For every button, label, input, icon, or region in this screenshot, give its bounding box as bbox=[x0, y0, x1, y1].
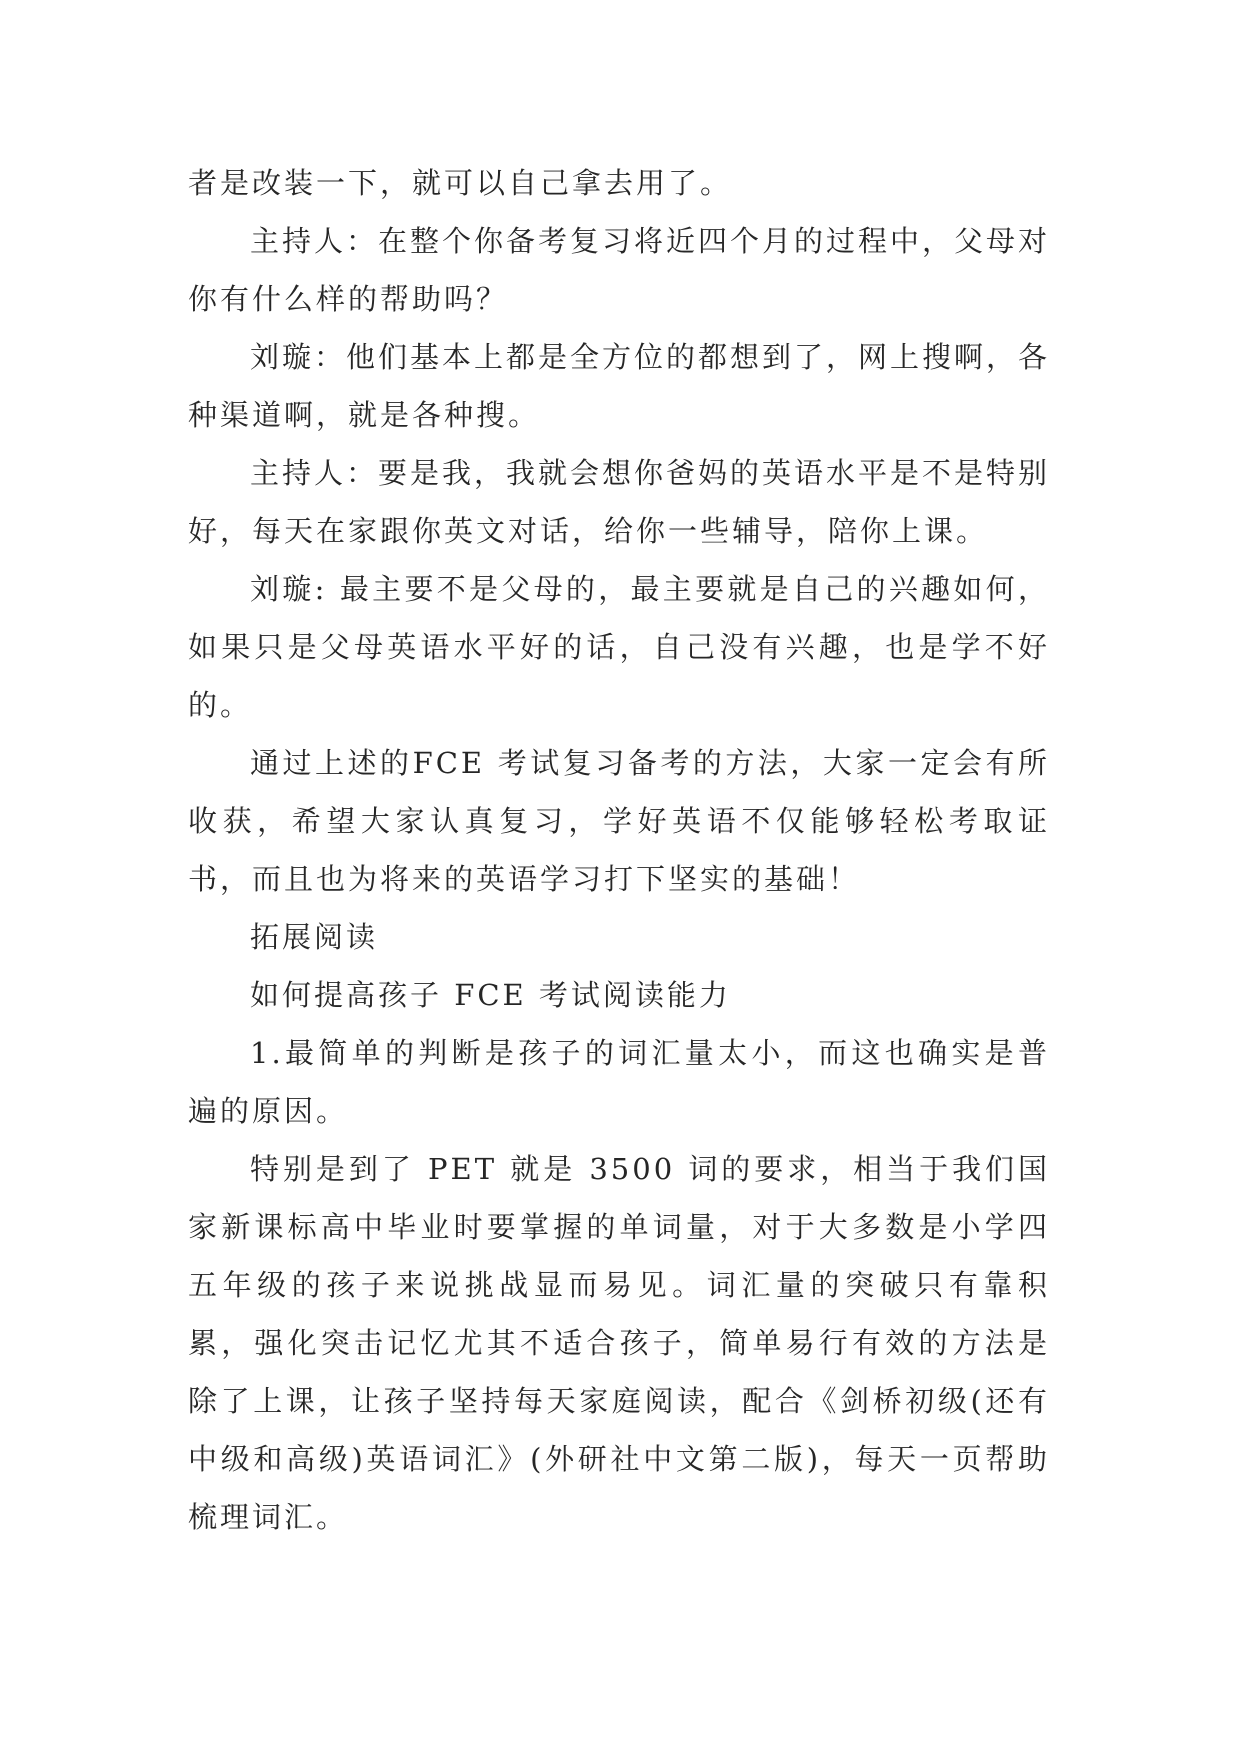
section-heading-extended-reading: 拓展阅读 bbox=[250, 920, 379, 954]
section-subheading-reading-ability: 如何提高孩子 FCE 考试阅读能力 bbox=[250, 978, 731, 1012]
document-body bbox=[188, 154, 1050, 1546]
paragraph-point-1: 1.最简单的判断是孩子的词汇量太小，而这也确实是普遍的原因。 bbox=[188, 1036, 1050, 1128]
paragraph-host-question-parents: 主持人：在整个你备考复习将近四个月的过程中，父母对你有什么样的帮助吗？ bbox=[188, 224, 1051, 316]
paragraph-liu-xuan-answer-search: 刘璇：他们基本上都是全方位的都想到了，网上搜啊，各种渠道啊，就是各种搜。 bbox=[188, 340, 1051, 432]
paragraph-host-question-english: 主持人：要是我，我就会想你爸妈的英语水平是不是特别好，每天在家跟你英文对话，给你一些辅导，陪你上课。 bbox=[188, 456, 1051, 548]
paragraph-vocabulary-advice: 特别是到了 PET 就是 3500 词的要求，相当于我们国家新课标高中毕业时要掌握的单词量，对于大多数是小学四五年级的孩子来说挑战显而易见。词汇量的突破只有靠积累，强化突击记忆尤其不适合孩子，简单易行有效的方法是除了上课，让孩子坚持每天家庭阅读，配合《剑桥初级(还有中级和高级)英语词汇》(外研社中文第二版)，每天一页帮助梳理词汇。 bbox=[188, 1152, 1050, 1534]
paragraph-conclusion: 通过上述的FCE 考试复习备考的方法，大家一定会有所收获，希望大家认真复习，学好英语不仅能够轻松考取证书，而且也为将来的英语学习打下坚实的基础！ bbox=[188, 746, 1050, 896]
paragraph-liu-xuan-answer-interest: 刘璇: 最主要不是父母的，最主要就是自己的兴趣如何，如果只是父母英语水平好的话，自己没有兴趣，也是学不好的。 bbox=[188, 572, 1050, 722]
paragraph-continuation: 者是改装一下，就可以自己拿去用了。 bbox=[188, 166, 733, 200]
